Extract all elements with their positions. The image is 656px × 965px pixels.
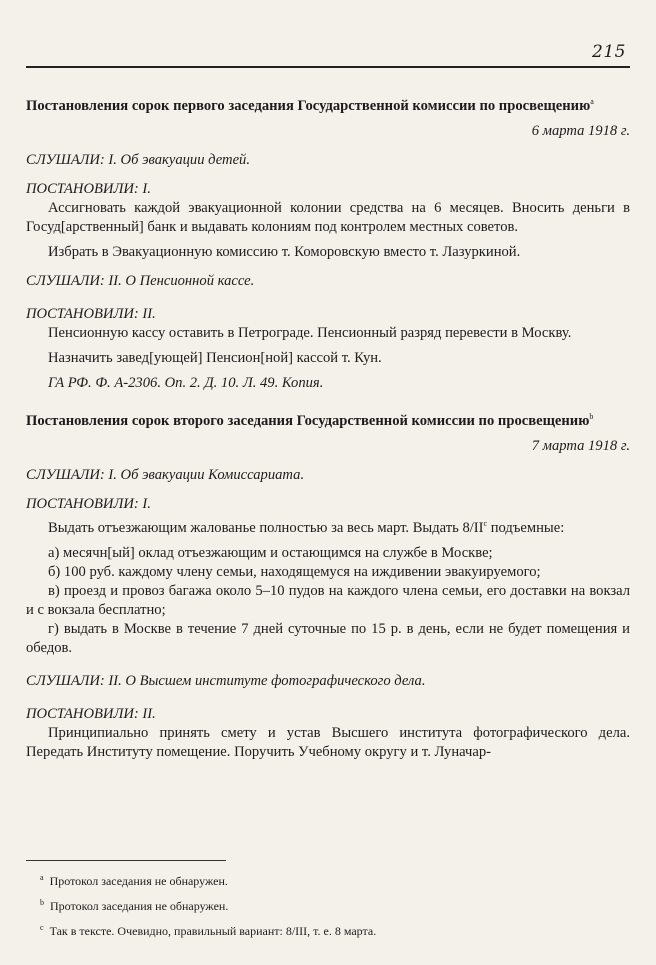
footnote: $^a$ Протокол заседания не обнаружен. bbox=[40, 873, 228, 888]
archive-reference: ГА РФ. Ф. А-2306. Оп. 2. Д. 10. Л. 49. Копия. bbox=[48, 374, 324, 391]
section2-title: Постановления сорок второго заседания Государственной комиссии по просвещению$^b$ bbox=[26, 411, 594, 429]
section1-title: Постановления сорок первого заседания Государственной комиссии по просвещению$^a$ bbox=[26, 97, 594, 114]
footnote-ref-c: c bbox=[483, 518, 488, 528]
list-item: г) выдать в Москве в течение 7 дней суточные по 15 р. в день, если не будет помещения и обедов. bbox=[26, 620, 630, 656]
resolved-label: ПОСТАНОВИЛИ: I. bbox=[26, 495, 151, 512]
section1-date: 6 марта 1918 г. bbox=[531, 122, 630, 139]
resolved-label: ПОСТАНОВИЛИ: II. bbox=[26, 705, 156, 722]
page-content bbox=[26, 92, 630, 762]
footnote-ref-a: a bbox=[590, 97, 594, 106]
resolved-label: ПОСТАНОВИЛИ: II. bbox=[26, 305, 156, 322]
heard-label: СЛУШАЛИ: I. Об эвакуации Комиссариата. bbox=[26, 466, 305, 483]
heard-label: СЛУШАЛИ: II. О Пенсионной кассе. bbox=[26, 272, 255, 289]
footnote: $^b$ Протокол заседания не обнаружен. bbox=[40, 898, 229, 913]
paragraph: Пенсионную кассу оставить в Петрограде. Пенсионный разряд перевести в Москву. bbox=[48, 324, 572, 341]
paragraph: Избрать в Эвакуационную комиссию т. Коморовскую вместо т. Лазуркиной. bbox=[48, 243, 521, 260]
paragraph: Принципиально принять смету и устав Высшего института фотографического дела. Передать Институту помещение. Поручить Учебному округу и т. Луначар- bbox=[26, 724, 630, 760]
heard-label: СЛУШАЛИ: I. Об эвакуации детей. bbox=[26, 151, 250, 168]
paragraph: Назначить завед[ующей] Пенсион[ной] кассой т. Кун. bbox=[48, 349, 382, 366]
list-item: б) 100 руб. каждому члену семьи, находящемуся на иждивении эвакуируемого; bbox=[48, 563, 541, 580]
footnote-ref-b: b bbox=[589, 411, 594, 421]
document-page bbox=[26, 0, 630, 965]
section2-date: 7 марта 1918 г. bbox=[531, 437, 630, 454]
footnote-divider bbox=[26, 860, 226, 861]
footnotes bbox=[26, 860, 630, 944]
running-head bbox=[26, 40, 630, 68]
resolved-label: ПОСТАНОВИЛИ: I. bbox=[26, 180, 151, 197]
paragraph: Выдать отъезжающим жалованье полностью за весь март. Выдать $8/II^c$ подъемные: bbox=[48, 518, 565, 536]
list-item: а) месячн[ый] оклад отъезжающим и остающимся на службе в Москве; bbox=[48, 544, 493, 561]
paragraph: Ассигновать каждой эвакуационной колонии средства на 6 месяцев. Вносить деньги в Госуд[арственный] банк и выдавать колониям под контролем местных советов. bbox=[26, 199, 630, 235]
heard-label: СЛУШАЛИ: II. О Высшем институте фотографического дела. bbox=[26, 672, 426, 689]
list-item: в) проезд и провоз багажа около 5–10 пудов на каждого члена семьи, его доставки на вокзал и с вокзала бесплатно; bbox=[26, 582, 630, 618]
footnote: $^c$ Так в тексте. Очевидно, правильный вариант: 8/III, т. е. 8 марта. bbox=[40, 923, 377, 938]
page-number: 215 bbox=[592, 42, 626, 62]
